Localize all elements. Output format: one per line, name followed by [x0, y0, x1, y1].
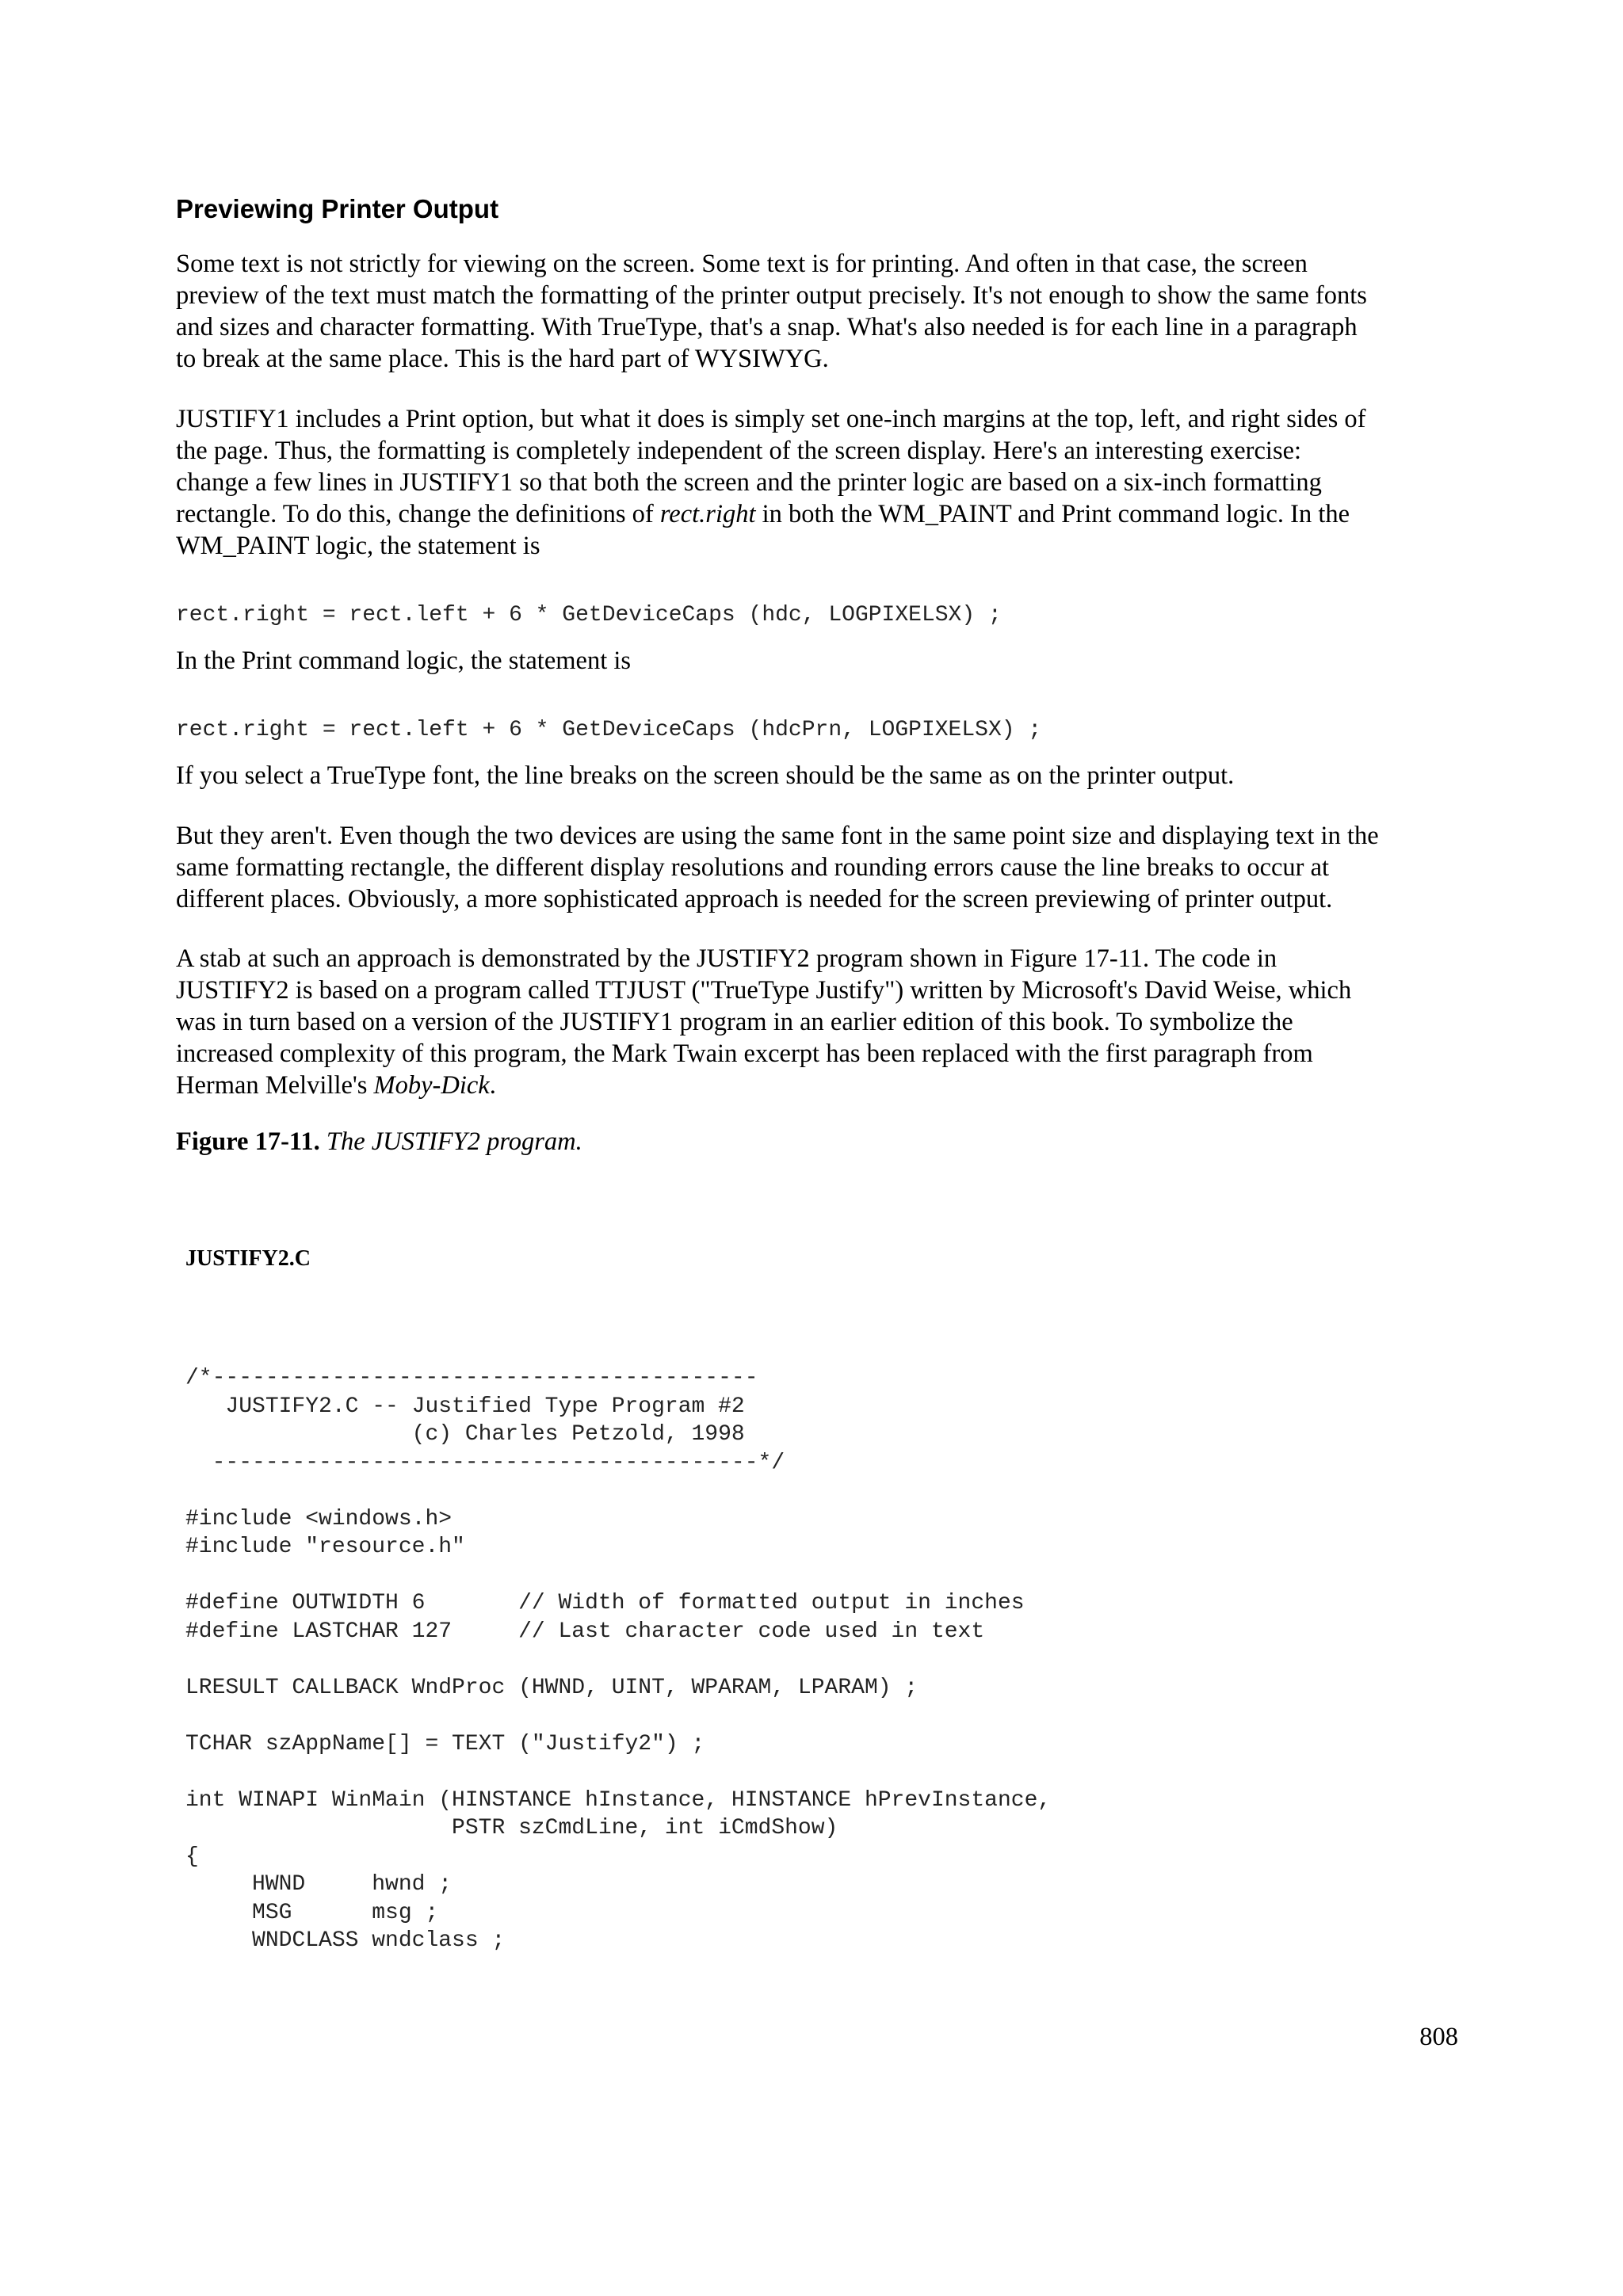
text-line: If you select a TrueType font, the line breaks on the screen should be the same as on the printer output. — [176, 761, 1235, 790]
text-line — [176, 1070, 1460, 1101]
text-run: rectangle. To do this, change the definitions of — [176, 500, 660, 528]
italic-title: Moby-Dick — [373, 1071, 490, 1100]
text-line: But they aren't. Even though the two devices are using the same font in the same point size and displaying text in the — [176, 822, 1379, 850]
text-line: was in turn based on a version of the JUSTIFY1 program in an earlier edition of this book. To symbolize the — [176, 1008, 1293, 1036]
text-line: JUSTIFY1 includes a Print option, but what it does is simply set one-inch margins at the top, left, and right sides of — [176, 405, 1366, 433]
paragraph-line-breaks — [176, 820, 1460, 915]
text-line: different places. Obviously, a more sophisticated approach is needed for the screen previewing of printer output. — [176, 885, 1333, 913]
code-snippet-wm-paint: rect.right = rect.left + 6 * GetDeviceCaps (hdc, LOGPIXELSX) ; — [176, 603, 1002, 627]
section-heading: Previewing Printer Output — [176, 194, 499, 223]
text-line: WM_PAINT logic, the statement is — [176, 532, 540, 560]
code-listing: /*----------------------------------------- JUSTIFY2.C -- Justified Type Program #2 (c) Charles Petzold, 1998 -----------------------------------------*/ #include <windows.h> #include "resource.h" #define OUTWIDTH 6 // Width of formatted output in inches #define LASTCHAR 127 // Last character code used in text LRESULT CALLBACK WndProc (HWND, UINT, WPARAM, LPARAM) ; TCHAR szAppName[] = TEXT ("Justify2") ; int WINAPI WinMain (HINSTANCE hInstance, HINSTANCE hPrevInstance, PSTR szCmdLine, int iCmdShow) { HWND hwnd ; MSG msg ; WNDCLASS wndclass ; — [185, 1366, 1052, 1953]
italic-term: rect.right — [659, 500, 756, 528]
figure-label: Figure 17-11. — [176, 1127, 320, 1156]
figure-caption-text: The JUSTIFY2 program. — [319, 1127, 582, 1156]
figure-caption — [176, 1126, 582, 1158]
page-number: 808 — [1419, 2023, 1458, 2051]
text-run: . — [489, 1071, 496, 1100]
text-line: same formatting rectangle, the different display resolutions and rounding errors cause the line breaks to occur at — [176, 853, 1330, 882]
code-snippet-print: rect.right = rect.left + 6 * GetDeviceCaps (hdcPrn, LOGPIXELSX) ; — [176, 718, 1042, 742]
text-line — [176, 498, 1460, 530]
text-line: to break at the same place. This is the hard part of WYSIWYG. — [176, 345, 829, 373]
text-line: the page. Thus, the formatting is completely independent of the screen display. Here's an interesting exercise: — [176, 437, 1302, 465]
text-run: in both the WM_PAINT and Print command logic. In the — [755, 500, 1350, 528]
paragraph-print-logic — [176, 645, 1460, 677]
text-line: preview of the text must match the formatting of the printer output precisely. It's not enough to show the same fonts — [176, 281, 1367, 310]
text-line: increased complexity of this program, the Mark Twain excerpt has been replaced with the first paragraph from — [176, 1039, 1313, 1068]
text-line: A stab at such an approach is demonstrated by the JUSTIFY2 program shown in Figure 17-11. The code in — [176, 944, 1277, 973]
paragraph-intro — [176, 248, 1460, 375]
paragraph-justify2 — [176, 943, 1460, 1101]
text-line: JUSTIFY2 is based on a program called TTJUST ("TrueType Justify") written by Microsoft's David Weise, which — [176, 976, 1352, 1005]
text-line: and sizes and character formatting. With TrueType, that's a snap. What's also needed is for each line in a paragraph — [176, 313, 1358, 341]
text-run: Herman Melville's — [176, 1071, 374, 1100]
paragraph-truetype — [176, 760, 1460, 791]
text-line: change a few lines in JUSTIFY1 so that both the screen and the printer logic are based on a six-inch formatting — [176, 468, 1322, 497]
paragraph-justify1 — [176, 403, 1460, 562]
text-line: In the Print command logic, the statement is — [176, 646, 632, 675]
listing-title: JUSTIFY2.C — [185, 1246, 311, 1271]
text-line: Some text is not strictly for viewing on the screen. Some text is for printing. And often in that case, the screen — [176, 250, 1308, 278]
